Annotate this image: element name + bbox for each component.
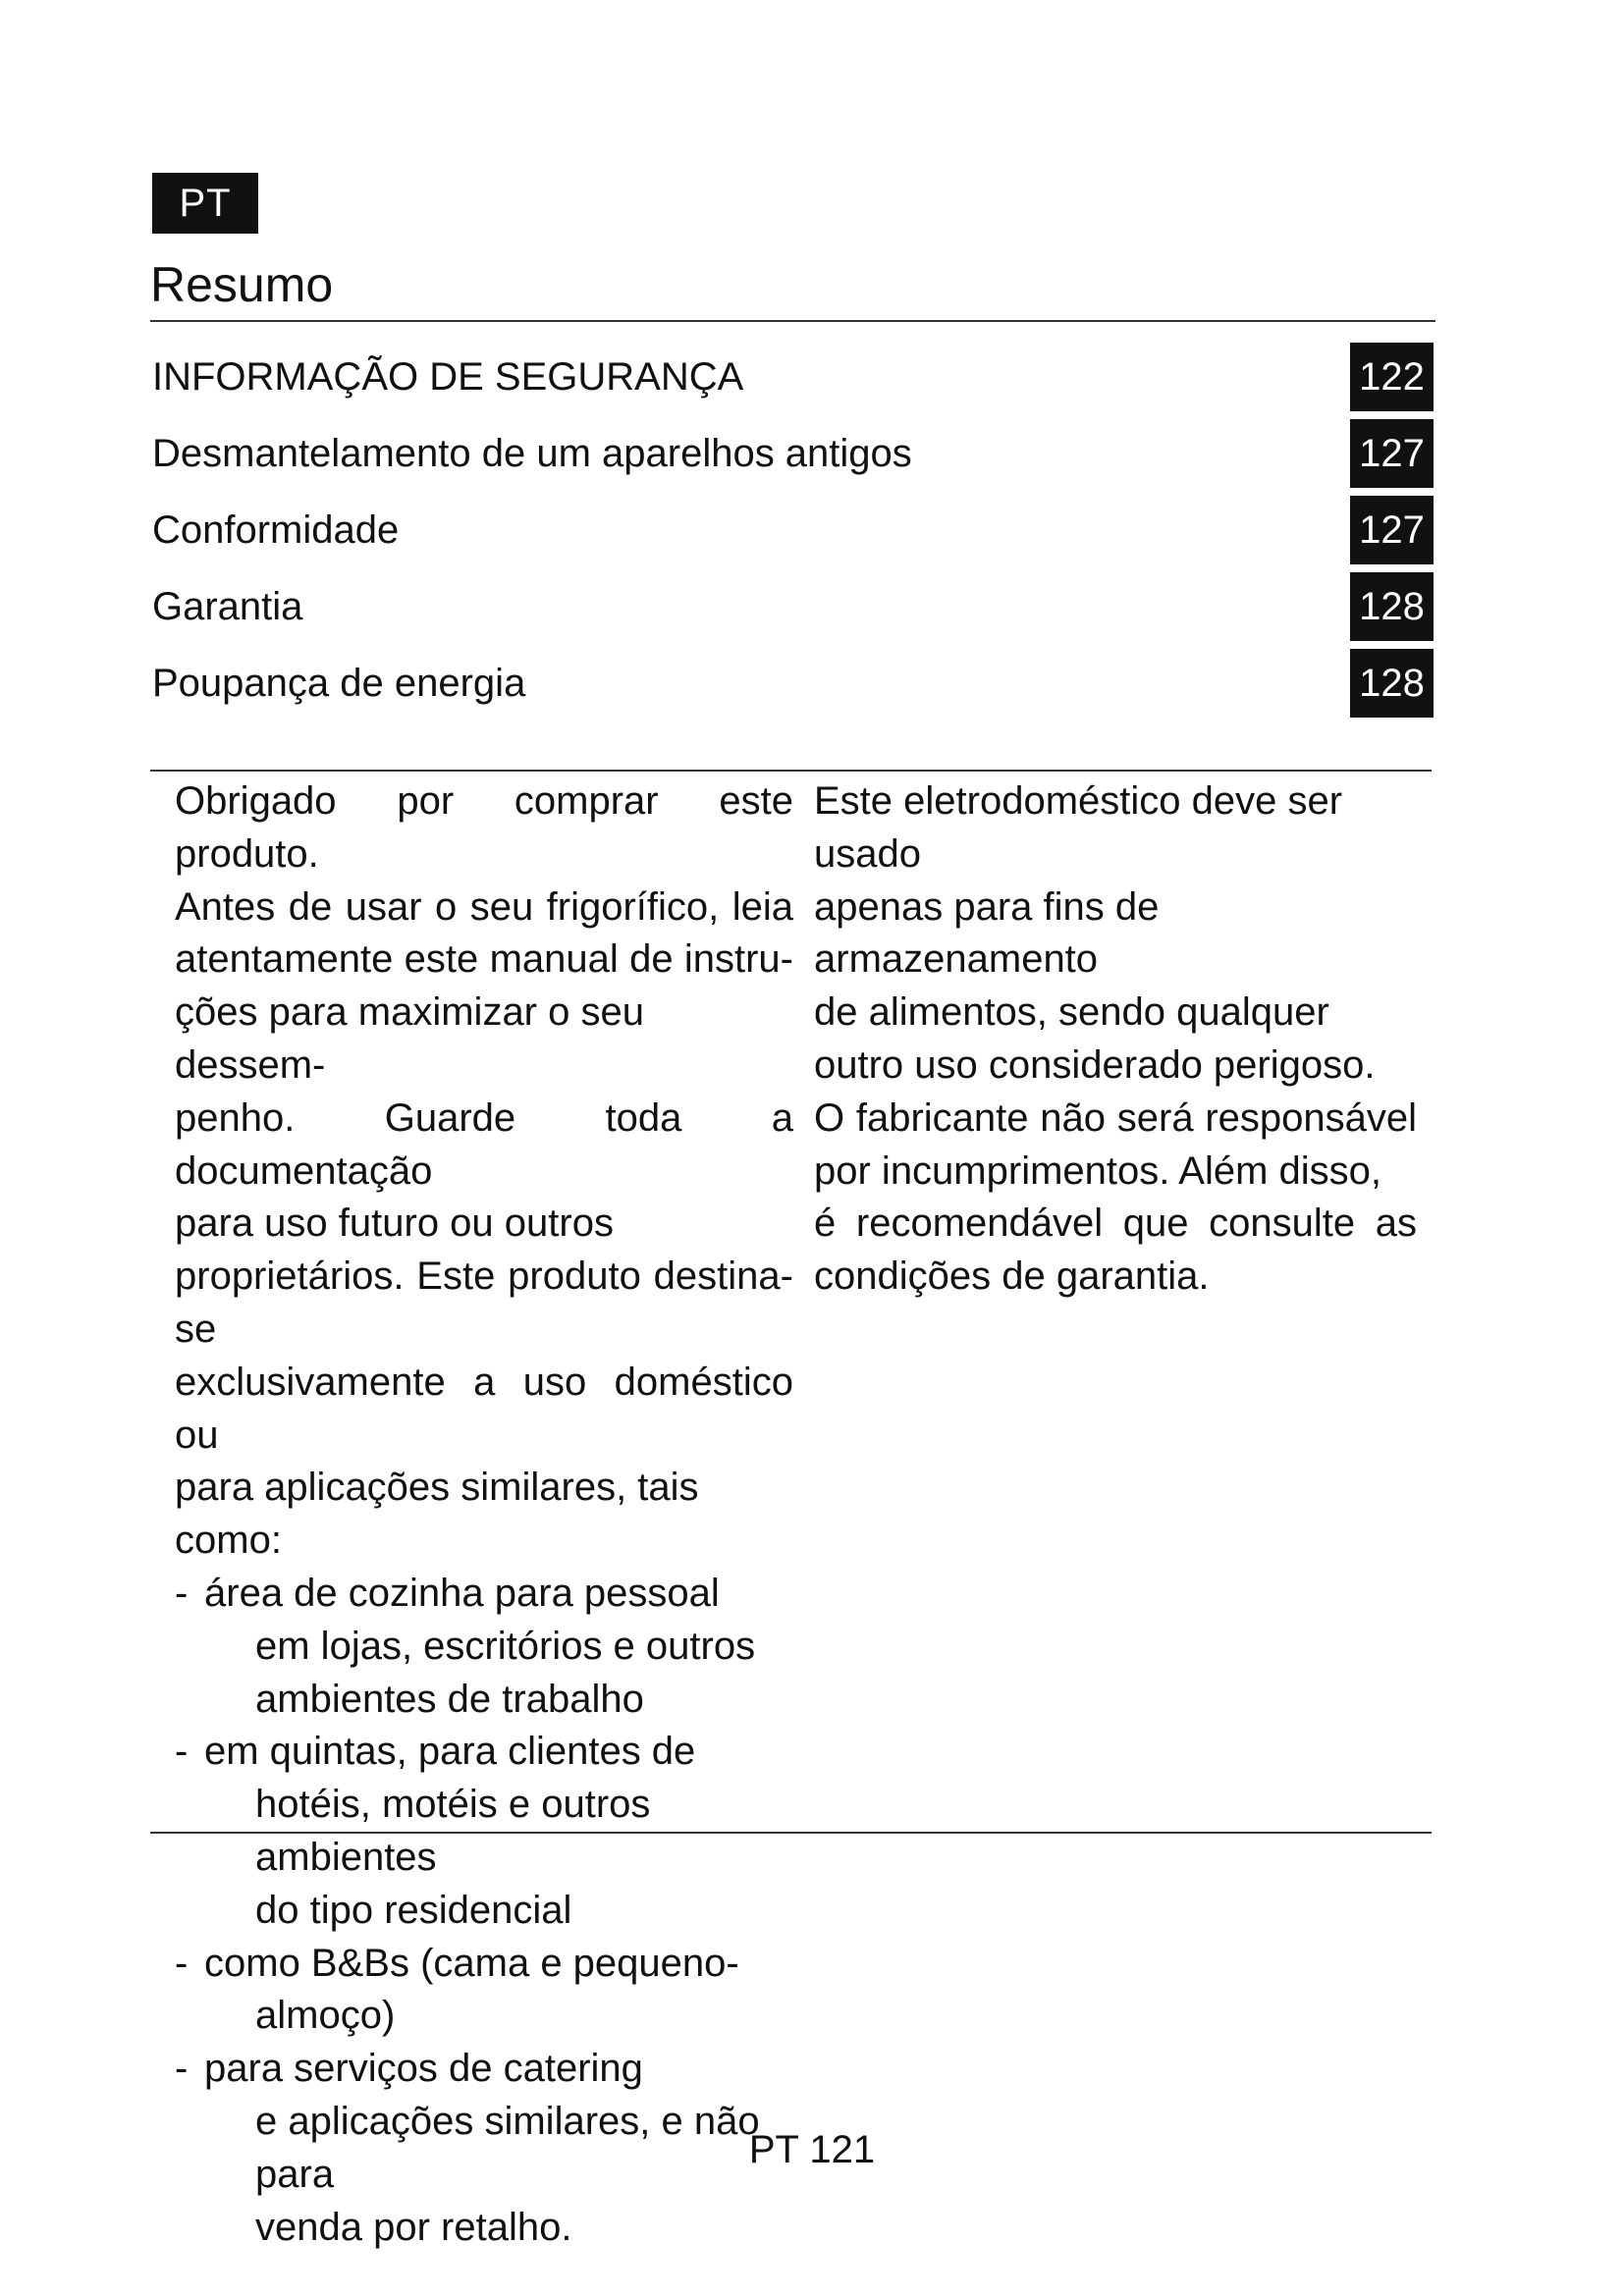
toc-entry-label: Garantia bbox=[152, 585, 303, 628]
intro-line: O fabricante não será responsável bbox=[814, 1095, 1417, 1140]
toc-entry-label: Desmantelamento de um aparelhos antigos bbox=[152, 432, 912, 475]
toc-page-number: 128 bbox=[1350, 649, 1434, 718]
intro-line: é recomendável que consulte as bbox=[814, 1201, 1417, 1246]
intro-line: exclusivamente a uso doméstico ou bbox=[175, 1360, 793, 1457]
language-badge: PT bbox=[152, 173, 258, 234]
toc-entry-warranty[interactable] bbox=[150, 572, 1434, 641]
list-item-text: como B&Bs (cama e pequeno- bbox=[204, 1941, 739, 1985]
list-item-text: em lojas, escritórios e outros bbox=[255, 1624, 756, 1668]
toc-entry-safety[interactable] bbox=[150, 343, 1434, 411]
list-item-text: venda por retalho. bbox=[255, 2205, 572, 2249]
intro-line: ções para maximizar o seu dessem- bbox=[175, 990, 644, 1087]
intro-top-divider bbox=[150, 770, 1432, 772]
toc-entry-label: Conformidade bbox=[152, 508, 400, 552]
title-divider bbox=[150, 320, 1435, 322]
usage-list-item bbox=[175, 1568, 793, 1726]
page-title: Resumo bbox=[150, 257, 334, 312]
list-item-text: para serviços de catering bbox=[204, 2047, 643, 2091]
intro-line: outro uso considerado perigoso. bbox=[814, 1042, 1376, 1087]
toc-page-number: 122 bbox=[1350, 343, 1434, 411]
usage-list-item bbox=[175, 1938, 793, 2044]
toc-entry-conformity[interactable] bbox=[150, 496, 1434, 564]
list-dash: - bbox=[175, 1730, 189, 1774]
toc-entry-energy-saving[interactable] bbox=[150, 649, 1434, 718]
intro-line: apenas para fins de armazenamento bbox=[814, 884, 1160, 982]
toc-entry-label: Poupança de energia bbox=[152, 662, 526, 705]
intro-bottom-divider bbox=[150, 1832, 1432, 1834]
list-dash: - bbox=[175, 2047, 189, 2091]
list-item-text: do tipo residencial bbox=[255, 1888, 572, 1932]
list-dash: - bbox=[175, 1941, 189, 1985]
toc-entry-dismantling[interactable] bbox=[150, 419, 1434, 488]
list-item-text: em quintas, para clientes de bbox=[204, 1730, 696, 1774]
intro-line: penho. Guarde toda a documentação bbox=[175, 1095, 793, 1193]
intro-line: de alimentos, sendo qualquer bbox=[814, 990, 1329, 1035]
list-item-text: almoço) bbox=[255, 1994, 396, 2038]
list-dash: - bbox=[175, 1571, 189, 1615]
intro-line: proprietários. Este produto destina-se bbox=[175, 1255, 793, 1351]
list-item-text: área de cozinha para pessoal bbox=[204, 1571, 720, 1615]
intro-right-column bbox=[814, 775, 1417, 1304]
intro-line: Este eletrodoméstico deve ser usado bbox=[814, 779, 1343, 876]
toc-page-number: 128 bbox=[1350, 572, 1434, 641]
intro-line: condições de garantia. bbox=[814, 1255, 1210, 1299]
intro-line: Obrigado por comprar este produto. bbox=[175, 779, 793, 876]
page-number: PT 121 bbox=[748, 2128, 876, 2171]
list-item-text: e aplicações similares, e não para bbox=[255, 2099, 760, 2196]
list-item-text: ambientes de trabalho bbox=[255, 1677, 644, 1721]
toc-page-number: 127 bbox=[1350, 419, 1434, 488]
intro-left-column bbox=[175, 775, 793, 2254]
list-item-text: hotéis, motéis e outros ambientes bbox=[255, 1783, 651, 1879]
intro-line: para aplicações similares, tais como: bbox=[175, 1466, 699, 1563]
intro-line: Antes de usar o seu frigorífico, leia bbox=[175, 884, 793, 929]
intro-line: atentamente este manual de instru- bbox=[175, 937, 793, 982]
toc-entry-label: INFORMAÇÃO DE SEGURANÇA bbox=[152, 355, 744, 399]
intro-line: para uso futuro ou outros bbox=[175, 1201, 614, 1246]
toc-page-number: 127 bbox=[1350, 496, 1434, 564]
intro-line: por incumprimentos. Além disso, bbox=[814, 1148, 1382, 1193]
